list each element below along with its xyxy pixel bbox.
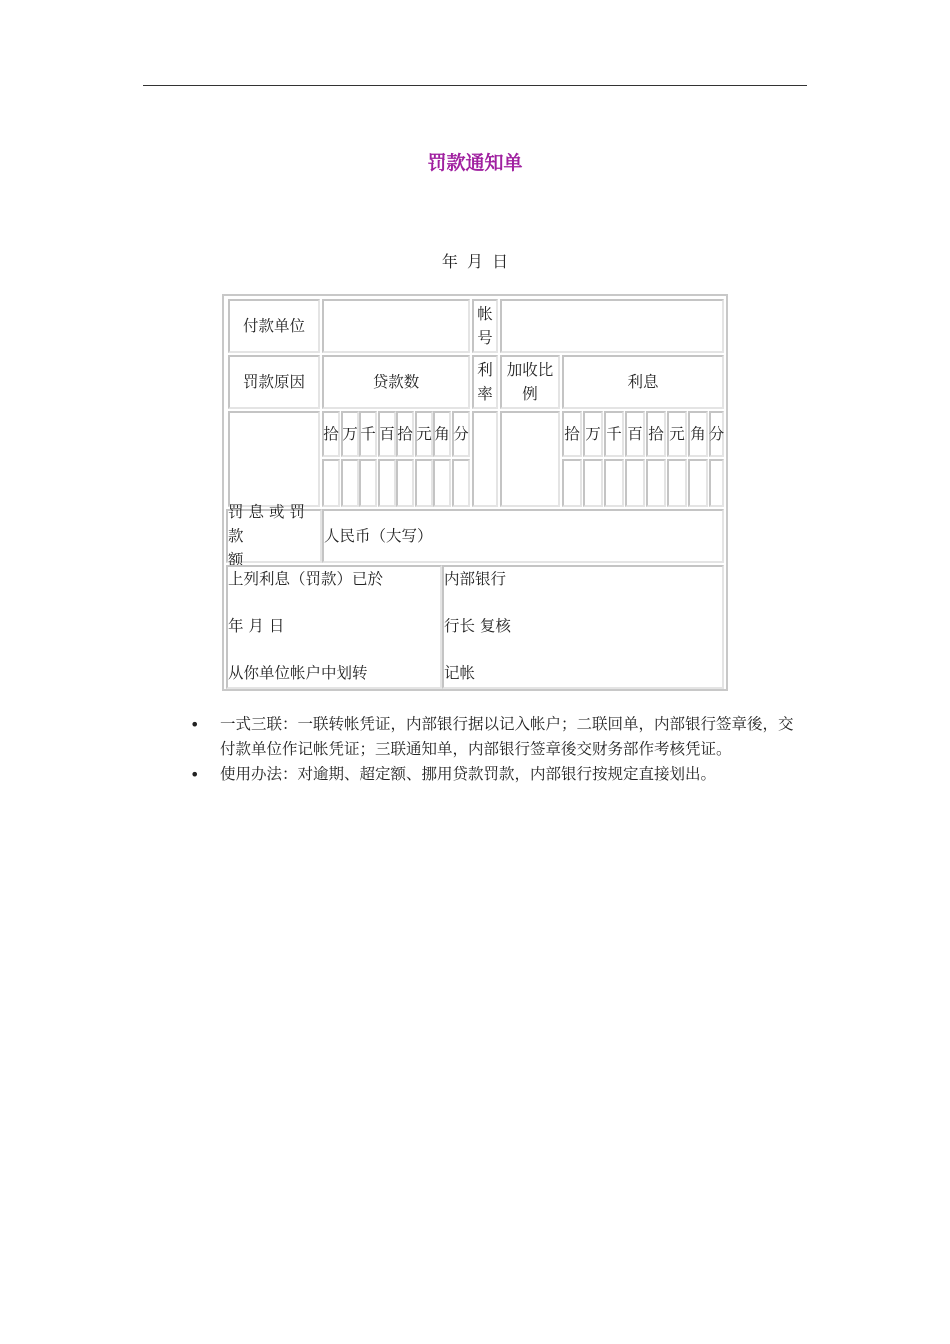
header-rule <box>143 85 807 86</box>
bank-line-1: 内部银行 <box>444 570 507 588</box>
interest-digit-cell <box>625 411 645 457</box>
loan-digit: 分 <box>453 425 469 443</box>
interest-digit-value-cell <box>688 459 708 507</box>
interest-digit-value-cell <box>562 459 582 507</box>
loan-digit: 千 <box>360 425 376 443</box>
list-item <box>190 712 800 762</box>
interest-digit: 拾 <box>648 425 664 443</box>
interest-digit-cell <box>646 411 666 457</box>
loan-digit-cell <box>359 411 377 457</box>
penalty-amount-label-bottom: 额 <box>228 551 244 569</box>
date-line: 年 月 日 <box>441 252 509 271</box>
account-label-bottom: 号 <box>477 329 493 347</box>
interest-digit-value-cell <box>583 459 603 507</box>
penalty-amount-label-cell <box>226 503 322 569</box>
loan-digit-value-cell <box>415 459 433 507</box>
loan-digit: 元 <box>416 425 432 443</box>
loan-digit-value-cell <box>452 459 470 507</box>
loan-digit: 百 <box>379 425 395 443</box>
loan-digit-value-cell <box>322 459 340 507</box>
payer-label: 付款单位 <box>242 317 305 335</box>
rate-label-top: 利 <box>477 361 493 379</box>
loan-digit-cell <box>322 411 340 457</box>
payer-label-cell <box>228 299 320 353</box>
interest-digit-cell <box>604 411 624 457</box>
bullet-icon: • <box>190 765 200 784</box>
account-label-top: 帐 <box>477 305 493 323</box>
bank-line-3: 记帐 <box>444 664 476 682</box>
rmb-cell <box>322 509 724 563</box>
loan-amount-label: 贷款数 <box>372 373 420 391</box>
interest-digit: 分 <box>708 425 725 443</box>
bank-line-2: 行长 复核 <box>444 617 511 635</box>
loan-digit-value-cell <box>396 459 414 507</box>
interest-digit: 拾 <box>564 425 580 443</box>
list-item <box>190 762 800 787</box>
interest-digit-cell <box>667 411 687 457</box>
interest-digit-value-cell <box>625 459 645 507</box>
loan-digit: 万 <box>342 425 358 443</box>
transfer-line-2: 年 月 日 <box>228 617 285 635</box>
interest-digit-value-cell <box>667 459 687 507</box>
account-value-cell <box>500 299 724 353</box>
interest-digit-cell <box>562 411 582 457</box>
note-text: 一式三联：一联转帐凭证，内部银行据以记入帐户；二联回单，内部银行签章後，交付款单位作记帐凭证；三联通知单，内部银行签章後交财务部作考核凭证。 <box>220 715 794 758</box>
transfer-notice-cell <box>226 565 442 689</box>
loan-digit: 角 <box>434 425 450 443</box>
loan-digit-cell <box>452 411 470 457</box>
interest-label-cell <box>562 355 724 409</box>
reason-label: 罚款原因 <box>242 373 305 391</box>
interest-digit-value-cell <box>709 459 724 507</box>
interest-label: 利息 <box>627 373 659 391</box>
reason-value-cell <box>228 411 320 507</box>
rate-label-cell <box>472 355 498 409</box>
interest-digit: 百 <box>627 425 643 443</box>
loan-digit: 拾 <box>323 425 339 443</box>
interest-digit-cell <box>709 411 724 457</box>
loan-digit-cell <box>433 411 451 457</box>
interest-digit: 元 <box>669 425 685 443</box>
payer-value-cell <box>322 299 470 353</box>
reason-label-cell <box>228 355 320 409</box>
loan-digit-value-cell <box>359 459 377 507</box>
interest-digit: 万 <box>585 425 601 443</box>
interest-digit: 千 <box>606 425 622 443</box>
transfer-line-3: 从你单位帐户中划转 <box>228 664 368 682</box>
rate-value-cell <box>472 411 498 507</box>
loan-digit-cell <box>378 411 396 457</box>
note-text: 使用办法：对逾期、超定额、挪用贷款罚款，内部银行按规定直接划出。 <box>220 765 717 783</box>
bank-signoff-cell <box>442 565 724 689</box>
loan-digit: 拾 <box>397 425 413 443</box>
surcharge-value-cell <box>500 411 560 507</box>
loan-digit-value-cell <box>341 459 359 507</box>
penalty-notice-form <box>222 294 728 691</box>
surcharge-label-cell <box>500 355 560 409</box>
bullet-icon: • <box>190 715 200 734</box>
loan-amount-label-cell <box>322 355 470 409</box>
document-title: 罚款通知单 <box>427 152 523 174</box>
loan-digit-cell <box>415 411 433 457</box>
rate-label-bottom: 率 <box>477 385 493 403</box>
account-label-cell <box>472 299 498 353</box>
transfer-line-1: 上列利息（罚款）已於 <box>228 570 384 588</box>
loan-digit-value-cell <box>433 459 451 507</box>
interest-digit-cell <box>688 411 708 457</box>
surcharge-label-top: 加收比 <box>506 361 554 379</box>
loan-digit-cell <box>341 411 359 457</box>
interest-digit: 角 <box>690 425 706 443</box>
rmb-label: 人民币（大写） <box>324 527 433 545</box>
loan-digit-value-cell <box>378 459 396 507</box>
surcharge-label-bottom: 例 <box>522 385 538 403</box>
penalty-amount-label-top: 罚息或罚款 <box>228 503 311 545</box>
notes-list <box>190 712 800 787</box>
interest-digit-value-cell <box>604 459 624 507</box>
interest-digit-cell <box>583 411 603 457</box>
interest-digit-value-cell <box>646 459 666 507</box>
loan-digit-cell <box>396 411 414 457</box>
